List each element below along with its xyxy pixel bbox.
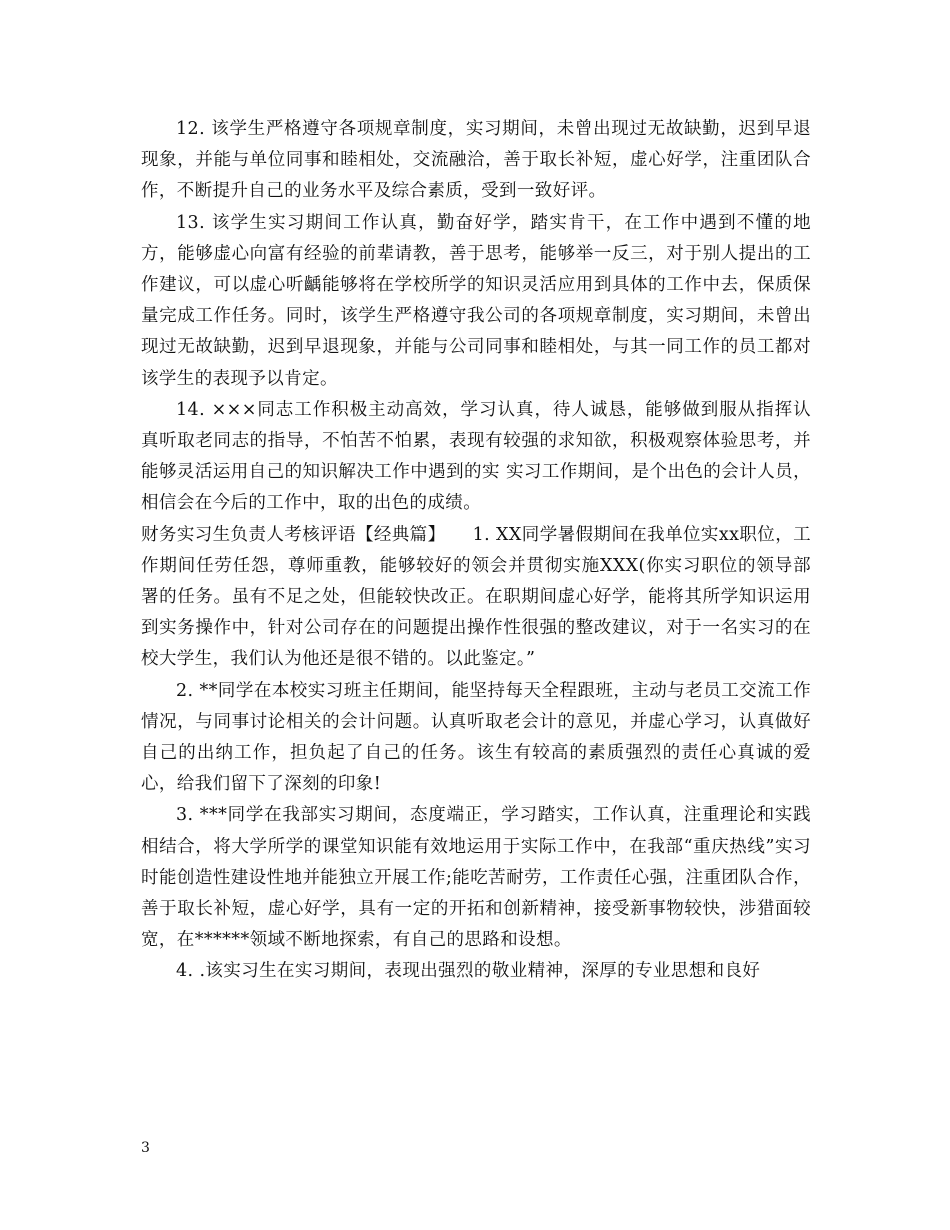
document-body: [141, 114, 811, 988]
paragraph-item-2: 2. **同学在本校实习班主任期间，能坚持每天全程跟班，主动与老员工交流工作情况，与同事讨论相关的会计问题。认真听取老会计的意见，并虚心学习，认真做好自己的出纳工作，担负起了自己的任务。该生有较高的素质强烈的责任心真诚的爱心，给我们留下了深刻的印象!: [141, 680, 811, 795]
paragraph-item-12: 12. 该学生严格遵守各项规章制度，实习期间，未曾出现过无故缺勤，迟到早退现象，并能与单位同事和睦相处，交流融洽，善于取长补短，虚心好学，注重团队合作，不断提升自己的业务水平及综合素质，受到一致好评。: [141, 119, 811, 202]
page-number: 3: [141, 1140, 150, 1156]
paragraph-item-14: 14. ×××同志工作积极主动高效，学习认真，待人诚恳，能够做到服从指挥认真听取老同志的指导，不怕苦不怕累，表现有较强的求知欲，积极观察体验思考，并能够灵活运用自己的知识解决工作中遇到的实 实习工作期间，是个出色的会计人员，相信会在今后的工作中，取的出色的成绩。: [141, 399, 811, 514]
paragraph-item-3: 3. ***同学在我部实习期间，态度端正，学习踏实，工作认真，注重理论和实践相结合，将大学所学的课堂知识能有效地运用于实际工作中，在我部“重庆热线”实习时能创造性建设性地并能独立开展工作;能吃苦耐劳，工作责任心强，注重团队合作，善于取长补短，虚心好学，具有一定的开拓和创新精神，接受新事物较快，涉猎面较宽，在******领域不断地探索，有自己的思路和设想。: [141, 805, 811, 951]
paragraph-item-4: 4. .该实习生在实习期间，表现出强烈的敬业精神，深厚的专业思想和良好: [176, 961, 761, 982]
section-heading-paragraph: 财务实习生负责人考核评语【经典篇】 1. XX同学暑假期间在我单位实xx职位，工作期间任劳任怨，尊师重教，能够较好的领会并贯彻实施XXX(你实习职位的领导部署的任务。虽有不足之处，但能较快改正。在职期间虚心好学，能将其所学知识运用到实务操作中，针对公司存在的问题提出操作性很强的整改建议，对于一名实习的在校大学生，我们认为他还是很不错的。以此鉴定。”: [141, 524, 811, 670]
paragraph-item-13: 13. 该学生实习期间工作认真，勤奋好学，踏实肯干，在工作中遇到不懂的地方，能够虚心向富有经验的前辈请教，善于思考，能够举一反三，对于别人提出的工作建议，可以虚心听齲能够将在学校所学的知识灵活应用到具体的工作中去，保质保量完成工作任务。同时，该学生严格遵守我公司的各项规章制度，实习期间，未曾出现过无故缺勤，迟到早退现象，并能与公司同事和睦相处，与其一同工作的员工都对该学生的表现予以肯定。: [141, 212, 811, 389]
